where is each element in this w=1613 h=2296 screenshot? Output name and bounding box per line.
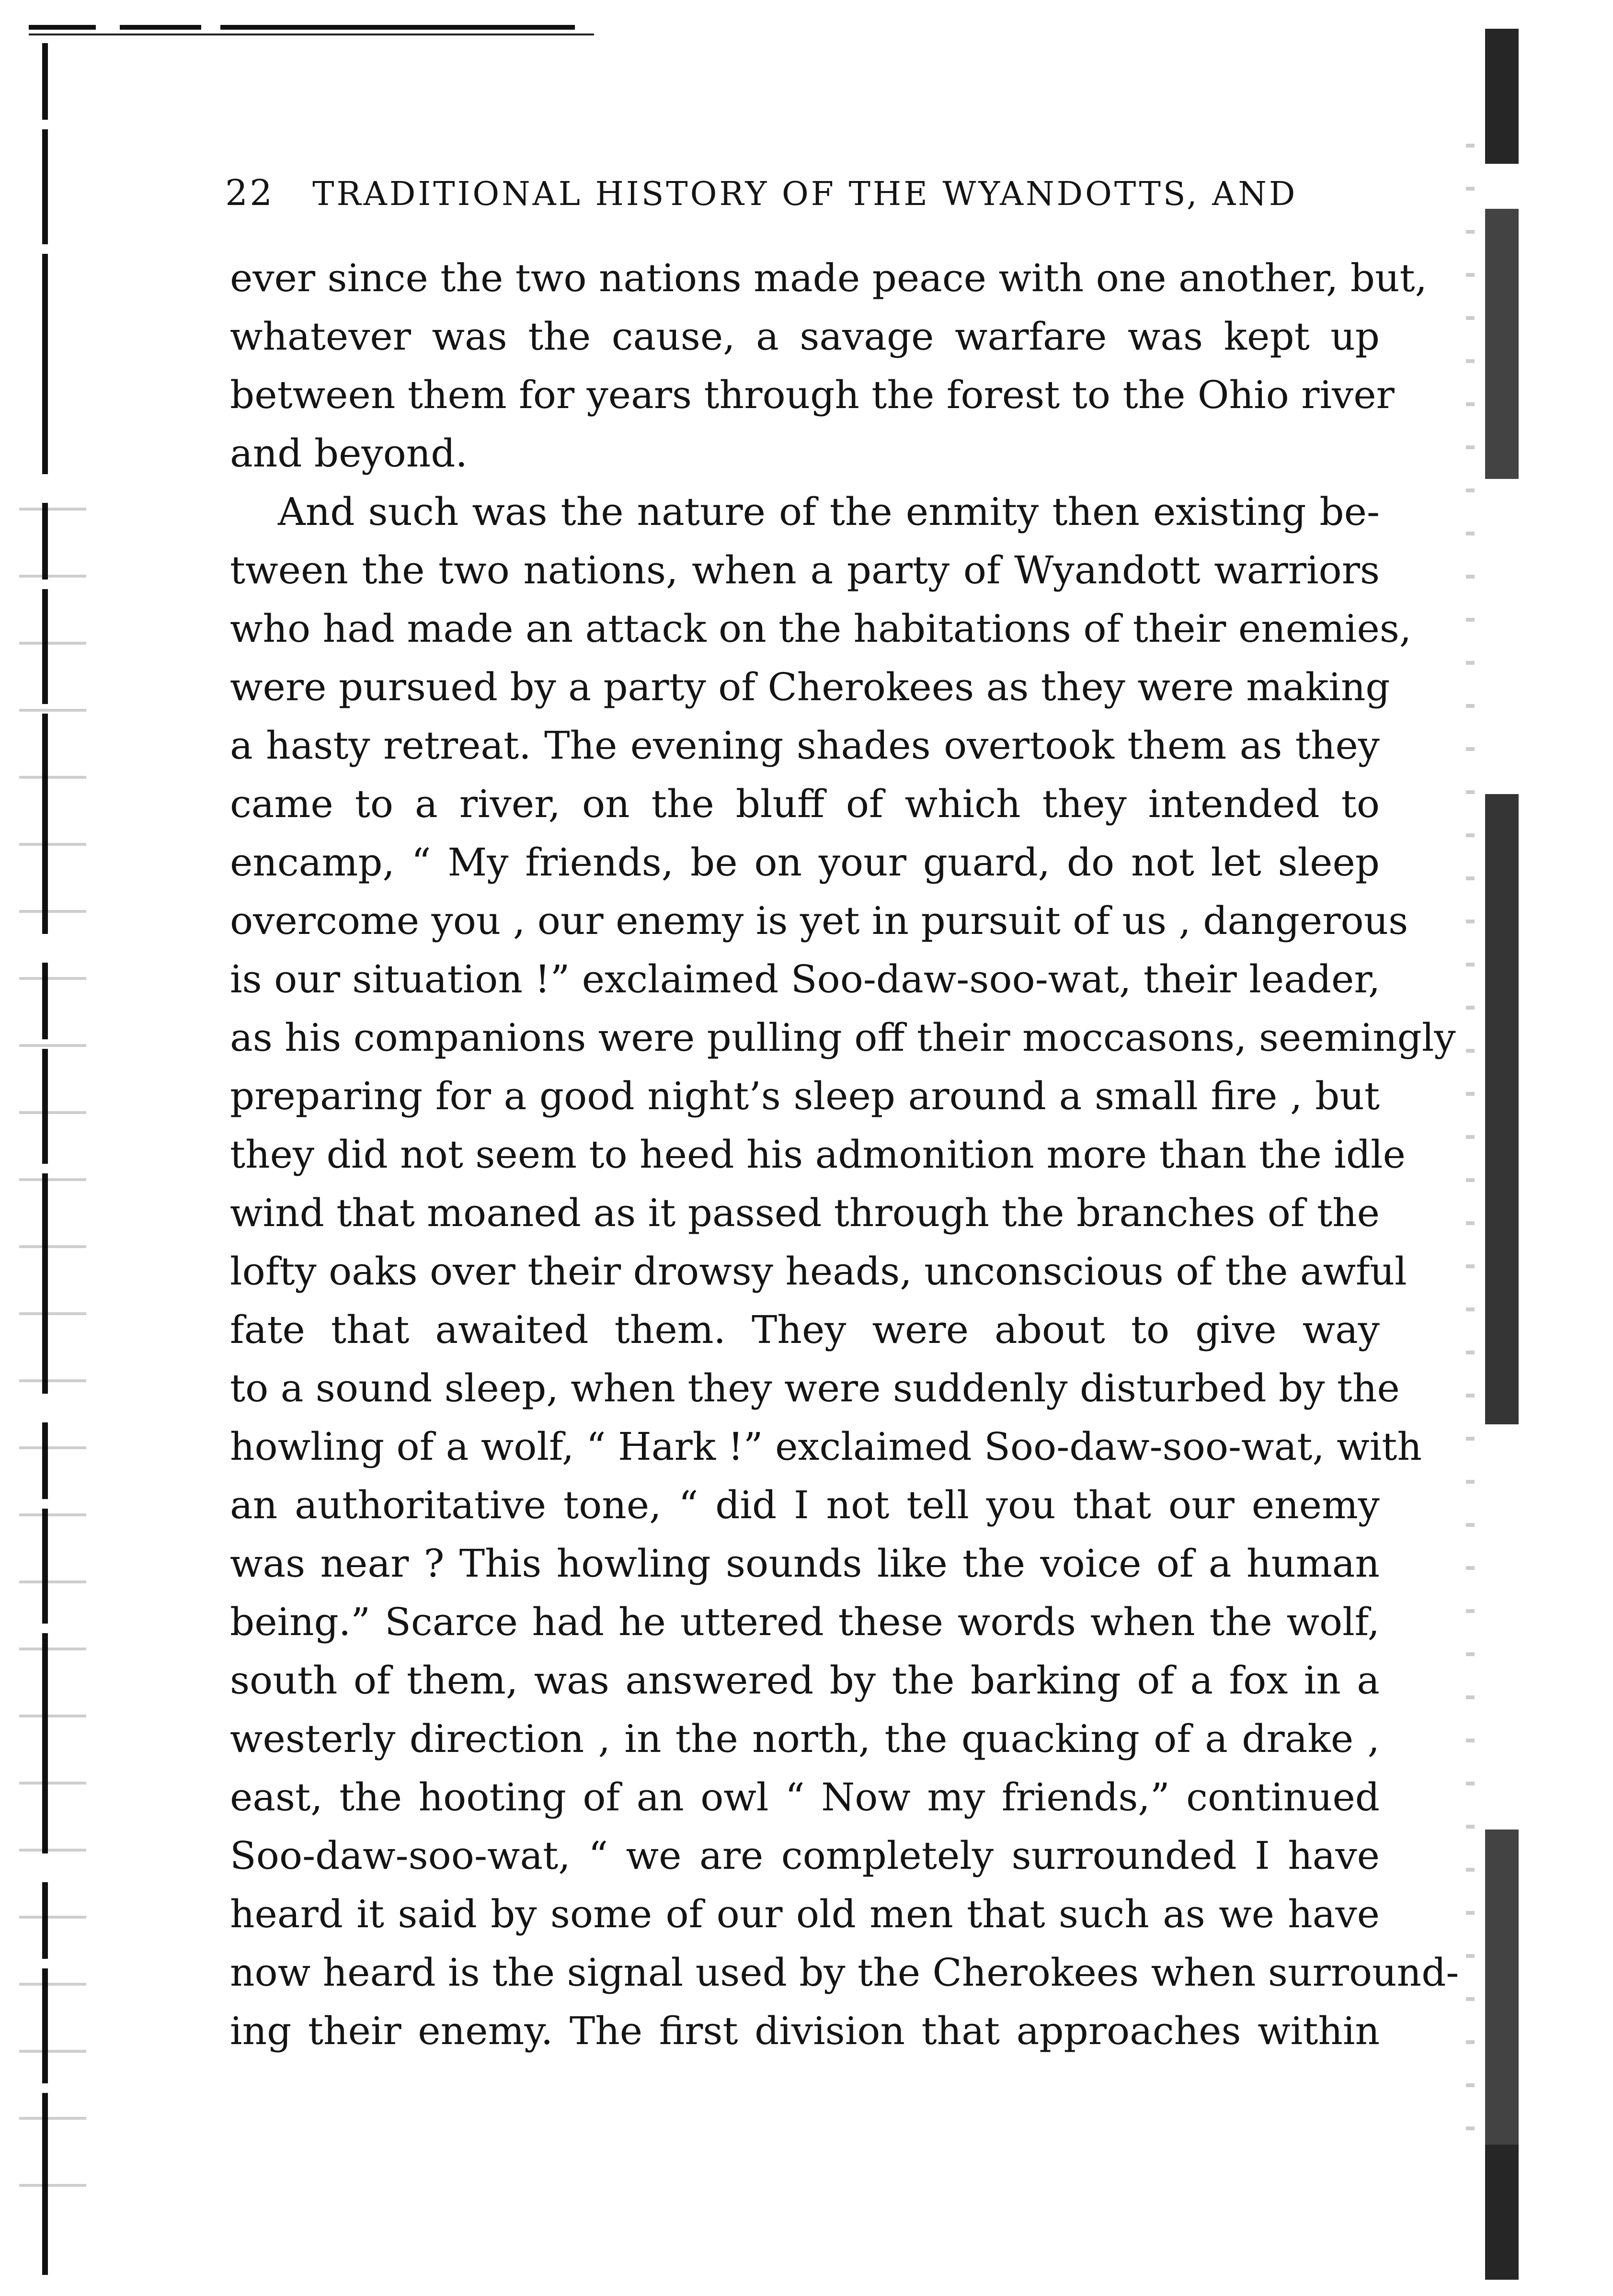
text-line: tween the two nations, when a party of Wyandott warriors <box>230 548 1380 592</box>
scan-artifact-right-edge <box>1485 29 1519 2280</box>
text-line: encamp, “ My friends, be on your guard, do not let sleep <box>230 840 1380 885</box>
text-line: heard it said by some of our old men that such as we have <box>230 1892 1380 1936</box>
text-line: howling of a wolf, “ Hark !” exclaimed Soo-daw-soo-wat, with <box>230 1424 1422 1469</box>
text-line: between them for years through the forest to the Ohio river <box>230 373 1395 417</box>
text-line: Soo-daw-soo-wat, “ we are completely surrounded I have <box>230 1833 1380 1878</box>
text-line: lofty oaks over their drowsy heads, unconscious of the awful <box>230 1249 1407 1294</box>
text-line: ever since the two nations made peace with one another, but, <box>230 256 1428 300</box>
text-line: is our situation !” exclaimed Soo-daw-soo-wat, their leader, <box>230 957 1381 1001</box>
text-line: they did not seem to heed his admonition more than the idle <box>230 1132 1406 1177</box>
text-line: preparing for a good night’s sleep around a small fire , but <box>230 1074 1380 1118</box>
text-line: overcome you , our enemy is yet in pursuit of us , dangerous <box>230 898 1408 943</box>
running-head: TRADITIONAL HISTORY OF THE WYANDOTTS, AND <box>312 175 1298 213</box>
text-line: an authoritative tone, “ did I not tell you that our enemy <box>230 1483 1380 1527</box>
text-line: ing their enemy. The first division that approaches within <box>230 2009 1380 2053</box>
text-line: being.” Scarce had he uttered these words when the wolf, <box>230 1600 1380 1644</box>
text-line: were pursued by a party of Cherokees as they were making <box>230 665 1390 709</box>
page-number: 22 <box>225 172 275 214</box>
text-line: as his companions were pulling off their moccasons, seemingly <box>230 1015 1456 1060</box>
scan-artifact-top-line <box>29 34 594 35</box>
text-line: wind that moaned as it passed through the branches of the <box>230 1191 1380 1235</box>
scan-artifact-top-rule <box>29 25 575 30</box>
text-line: and beyond. <box>230 431 468 476</box>
scan-artifact-left-specks <box>19 479 86 2251</box>
text-line: who had made an attack on the habitations of their enemies, <box>230 606 1412 651</box>
text-line: a hasty retreat. The evening shades overtook them as they <box>230 723 1380 768</box>
text-line: now heard is the signal used by the Cherokees when surround- <box>230 1950 1459 1995</box>
text-line: to a sound sleep, when they were suddenly disturbed by the <box>230 1366 1400 1410</box>
text-line: And such was the nature of the enmity then existing be- <box>278 489 1380 534</box>
scan-artifact-right-specks <box>1466 144 1475 2155</box>
text-line: south of them, was answered by the barking of a fox in a <box>230 1658 1380 1703</box>
text-line: fate that awaited them. They were about to give way <box>230 1307 1380 1352</box>
text-line: came to a river, on the bluff of which they intended to <box>230 782 1380 826</box>
page-header <box>225 172 1303 225</box>
body-text <box>230 249 1459 2060</box>
text-line: whatever was the cause, a savage warfare was kept up <box>230 314 1380 359</box>
text-line: was near ? This howling sounds like the voice of a human <box>230 1541 1380 1586</box>
text-line: east, the hooting of an owl “ Now my friends,” continued <box>230 1775 1380 1819</box>
text-line: westerly direction , in the north, the quacking of a drake , <box>230 1716 1380 1761</box>
